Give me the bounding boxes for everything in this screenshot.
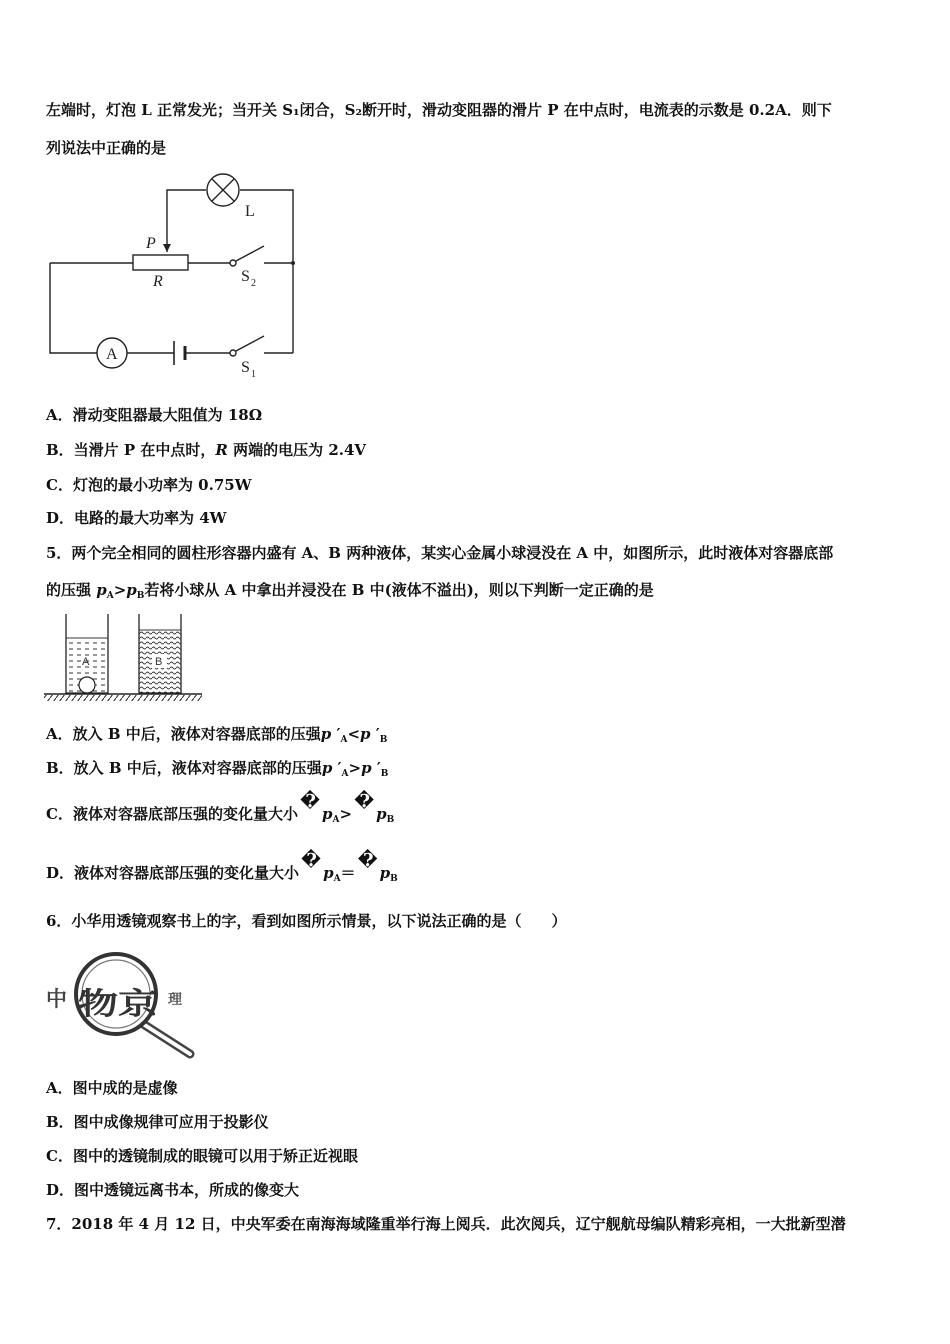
- missing-glyph-icon: �: [354, 791, 375, 812]
- container-b-label: B: [155, 656, 163, 668]
- word-left: 中: [46, 987, 67, 1011]
- metal-ball: [79, 677, 95, 693]
- word-right: 理: [168, 992, 182, 1008]
- switch1-label: S: [241, 359, 250, 376]
- slider-label: P: [146, 235, 156, 252]
- magnified-word: 物京: [78, 987, 158, 1022]
- switch2-sub: 2: [251, 278, 256, 289]
- q4-intro-line2: 列说法中正确的是: [46, 139, 167, 157]
- q5-stem-line1: 5．两个完全相同的圆柱形容器内盛有 A、B 两种液体，某实心金属小球浸没在 A 中，如图所示，此时液体对容器底部: [46, 544, 834, 562]
- switch1-sub: 1: [251, 369, 256, 380]
- lamp-label: L: [245, 203, 255, 220]
- q4-option-b: B．当滑片 P 在中点时，R 两端的电压为 2.4V: [46, 441, 367, 459]
- q6-stem: 6．小华用透镜观察书上的字，看到如图所示情景，以下说法正确的是（ ）: [46, 912, 567, 930]
- q5-option-d: D．液体对容器底部压强的变化量大小$�p_A=�p_B$: [46, 850, 398, 884]
- q5-option-c: C．液体对容器底部压强的变化量大小$�p_A>�p_B$: [46, 791, 395, 825]
- ammeter-label: A: [106, 346, 118, 363]
- missing-glyph-icon: �: [301, 850, 322, 871]
- q6-option-b: B．图中成像规律可应用于投影仪: [46, 1113, 269, 1131]
- missing-glyph-icon: �: [357, 850, 378, 871]
- q6-option-a: A．图中成的是虚像: [46, 1079, 178, 1097]
- q5-stem-line2: 的压强 $p_A>p_B$若将小球从 A 中拿出并浸没在 B 中(液体不溢出)，则以下判断一定正确的是: [46, 581, 654, 601]
- q4-option-a: A．滑动变阻器最大阻值为 18Ω: [46, 406, 263, 424]
- switch2-label: S: [241, 268, 250, 285]
- missing-glyph-icon: �: [299, 791, 320, 812]
- q4-intro-line1: 左端时，灯泡 L 正常发光；当开关 S₁闭合，S₂断开时，滑动变阻器的滑片 P 在中点时，电流表的示数是 0.2A．则下: [46, 101, 832, 119]
- resistor-label: R: [153, 273, 163, 290]
- q7-stem: 7．2018 年 4 月 12 日，中央军委在南海海域隆重举行海上阅兵．此次阅兵，辽宁舰航母编队精彩亮相，一大批新型潜: [46, 1215, 846, 1233]
- circuit-diagram: [40, 168, 310, 383]
- container-a-label: A: [82, 656, 90, 668]
- q4-option-d: D．电路的最大功率为 4W: [46, 509, 227, 527]
- q6-option-d: D．图中透镜远离书本，所成的像变大: [46, 1181, 300, 1199]
- q4-option-c: C．灯泡的最小功率为 0.75W: [46, 476, 252, 494]
- magnifier-image: [44, 948, 199, 1060]
- q6-option-c: C．图中的透镜制成的眼镜可以用于矫正近视眼: [46, 1147, 358, 1165]
- q5-option-a: A．放入 B 中后，液体对容器底部的压强p $'_A<p$ $'_B$: [46, 725, 388, 745]
- slider-arrow: [163, 244, 171, 252]
- containers-diagram: [44, 610, 206, 706]
- q5-option-b: B．放入 B 中后，液体对容器底部的压强p $'_A>p$ $'_B$: [46, 759, 389, 779]
